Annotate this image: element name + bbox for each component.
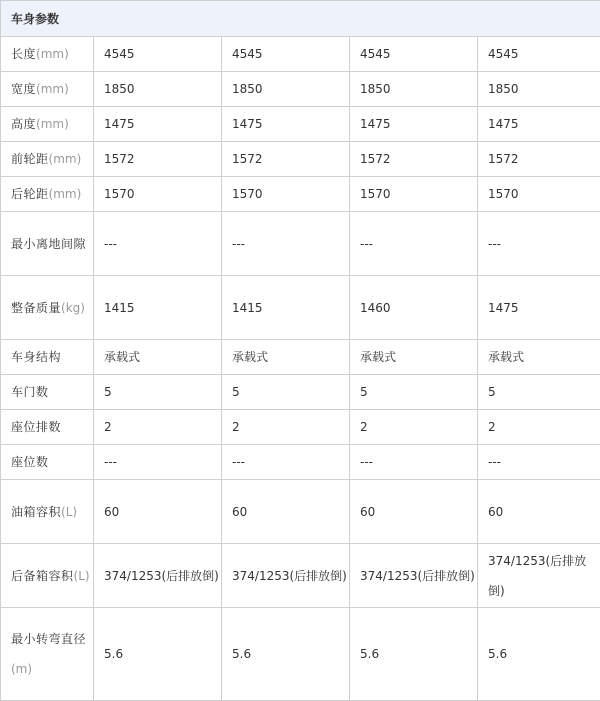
value-cell: 1475 <box>478 276 600 340</box>
value-cell: 承载式 <box>350 340 478 375</box>
value-cell: 4545 <box>478 37 600 72</box>
value-cell: 1572 <box>222 142 350 177</box>
row-label-text: 前轮距 <box>11 152 49 166</box>
value-cell: 1570 <box>350 177 478 212</box>
value-cell: 60 <box>478 480 600 544</box>
table-row <box>1 107 600 142</box>
value-cell: 1850 <box>94 72 222 107</box>
row-label <box>1 142 94 177</box>
value-cell: 374/1253(后排放倒) <box>350 544 478 608</box>
value-cell: --- <box>94 212 222 276</box>
row-unit: (mm) <box>36 82 69 96</box>
row-label-text: 后备箱容积 <box>11 569 74 583</box>
table-row <box>1 37 600 72</box>
row-label-text: 后轮距 <box>11 187 49 201</box>
value-cell: 5.6 <box>222 608 350 701</box>
row-unit: (mm) <box>49 187 82 201</box>
value-cell: --- <box>350 445 478 480</box>
section-title: 车身参数 <box>1 1 600 37</box>
value-cell: 60 <box>94 480 222 544</box>
row-unit: (mm) <box>36 47 69 61</box>
value-cell: 1572 <box>94 142 222 177</box>
value-cell: --- <box>94 445 222 480</box>
value-cell: 1570 <box>478 177 600 212</box>
value-cell: 1572 <box>350 142 478 177</box>
row-label <box>1 375 94 410</box>
value-cell: 1475 <box>350 107 478 142</box>
value-cell: --- <box>222 212 350 276</box>
value-cell: 5 <box>350 375 478 410</box>
value-cell: 4545 <box>94 37 222 72</box>
value-cell: 5 <box>222 375 350 410</box>
row-label <box>1 608 94 701</box>
value-cell: 1475 <box>94 107 222 142</box>
row-unit: (m) <box>11 662 32 676</box>
row-label-text: 最小离地间隙 <box>11 237 86 251</box>
value-cell: 1850 <box>350 72 478 107</box>
table-row <box>1 276 600 340</box>
table-row <box>1 142 600 177</box>
table-row <box>1 375 600 410</box>
value-cell: 4545 <box>350 37 478 72</box>
row-label-text: 最小转弯直径 <box>11 632 86 646</box>
row-label-text: 车身结构 <box>11 350 61 364</box>
row-label-text: 整备质量 <box>11 301 61 315</box>
value-cell: 承载式 <box>222 340 350 375</box>
value-cell: 5.6 <box>350 608 478 701</box>
value-cell: 1570 <box>222 177 350 212</box>
value-cell: 1850 <box>222 72 350 107</box>
row-label <box>1 37 94 72</box>
row-label <box>1 410 94 445</box>
value-cell: 承载式 <box>94 340 222 375</box>
row-label <box>1 445 94 480</box>
table-row <box>1 212 600 276</box>
table-row <box>1 72 600 107</box>
value-cell: 2 <box>94 410 222 445</box>
value-cell: 1850 <box>478 72 600 107</box>
value-cell: --- <box>350 212 478 276</box>
value-cell: 1475 <box>478 107 600 142</box>
value-cell: 2 <box>222 410 350 445</box>
value-cell: 5 <box>94 375 222 410</box>
value-cell: 60 <box>350 480 478 544</box>
value-cell: 2 <box>350 410 478 445</box>
value-cell: 374/1253(后排放倒) <box>478 544 600 608</box>
row-unit: (kg) <box>61 301 85 315</box>
value-cell: 4545 <box>222 37 350 72</box>
value-cell: --- <box>478 445 600 480</box>
value-cell: 5 <box>478 375 600 410</box>
table-row <box>1 410 600 445</box>
value-cell: 1475 <box>222 107 350 142</box>
table-row <box>1 177 600 212</box>
table-row <box>1 480 600 544</box>
row-label <box>1 276 94 340</box>
value-cell: 1570 <box>94 177 222 212</box>
value-cell: 374/1253(后排放倒) <box>94 544 222 608</box>
row-label-text: 高度 <box>11 117 36 131</box>
row-label-text: 座位排数 <box>11 420 61 434</box>
row-label-text: 座位数 <box>11 455 49 469</box>
value-cell: 1415 <box>222 276 350 340</box>
value-cell: 5.6 <box>478 608 600 701</box>
table-row <box>1 608 600 701</box>
row-label <box>1 480 94 544</box>
value-cell: 374/1253(后排放倒) <box>222 544 350 608</box>
table-row <box>1 445 600 480</box>
row-label <box>1 340 94 375</box>
row-unit: (mm) <box>36 117 69 131</box>
row-unit: (L) <box>61 505 77 519</box>
row-unit: (L) <box>74 569 90 583</box>
row-label <box>1 212 94 276</box>
value-cell: 60 <box>222 480 350 544</box>
row-label-text: 油箱容积 <box>11 505 61 519</box>
row-label <box>1 544 94 608</box>
row-label-text: 长度 <box>11 47 36 61</box>
value-cell: --- <box>478 212 600 276</box>
row-label-text: 宽度 <box>11 82 36 96</box>
row-unit: (mm) <box>49 152 82 166</box>
table-row <box>1 544 600 608</box>
value-cell: 1460 <box>350 276 478 340</box>
row-label <box>1 177 94 212</box>
row-label <box>1 107 94 142</box>
value-cell: 承载式 <box>478 340 600 375</box>
value-cell: 1415 <box>94 276 222 340</box>
value-cell: 1572 <box>478 142 600 177</box>
value-cell: --- <box>222 445 350 480</box>
value-cell: 2 <box>478 410 600 445</box>
row-label <box>1 72 94 107</box>
row-label-text: 车门数 <box>11 385 49 399</box>
table-row <box>1 340 600 375</box>
section-header-row <box>1 1 600 37</box>
value-cell: 5.6 <box>94 608 222 701</box>
